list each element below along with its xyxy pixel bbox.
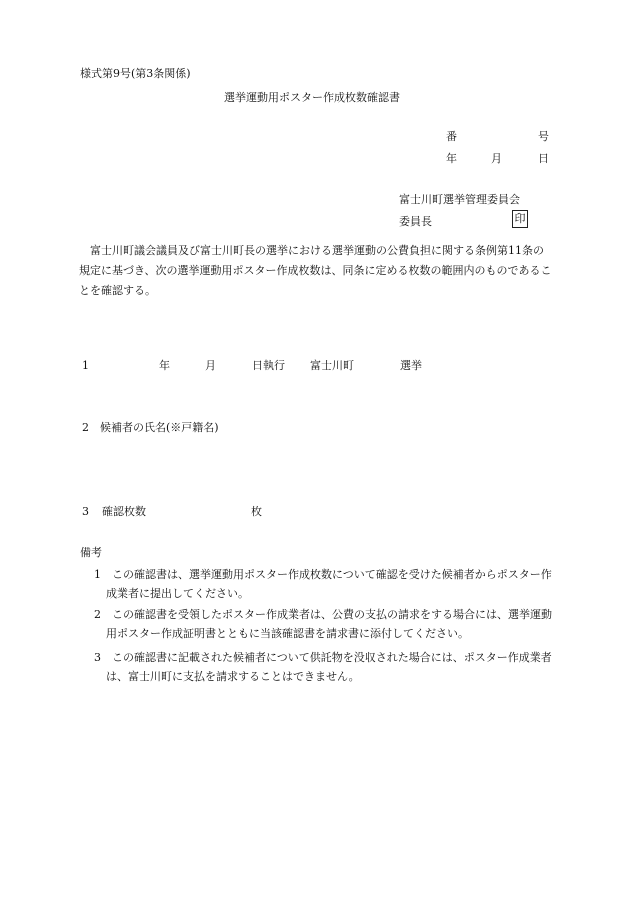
item1-election-label: 選挙 bbox=[400, 359, 422, 372]
date-month-label: 月 bbox=[491, 152, 502, 165]
issuer-title: 委員長 bbox=[399, 215, 432, 228]
form-number: 様式第9号(第3条関係) bbox=[80, 67, 191, 80]
issuer-organization: 富士川町選挙管理委員会 bbox=[399, 193, 520, 206]
item1-month-label: 月 bbox=[205, 359, 216, 372]
notes-heading: 備考 bbox=[80, 546, 102, 559]
note-item: 2 この確認書を受領したポスター作成業者は、公費の支払の請求をする場合には、選挙運動用ポスター作成証明書とともに当該確認書を請求書に添付してください。 bbox=[94, 608, 552, 640]
item3-number: 3 bbox=[82, 505, 89, 518]
item3-unit: 枚 bbox=[251, 505, 262, 518]
item2-candidate-name: 2 候補者の氏名(※戸籍名) bbox=[82, 421, 219, 434]
item1-year-label: 年 bbox=[159, 359, 170, 372]
item1-town: 富士川町 bbox=[310, 359, 354, 372]
body-paragraph: 富士川町議会議員及び富士川町長の選挙における選挙運動の公費負担に関する条例第11条の規定に基づき、次の選挙運動用ポスター作成枚数は、同条に定める枚数の範囲内のものであることを確認する。 bbox=[79, 244, 552, 297]
note-item: 1 この確認書は、選挙運動用ポスター作成枚数について確認を受けた候補者からポスター作成業者に提出してください。 bbox=[94, 568, 552, 600]
item3-confirmed-count-label: 確認枚数 bbox=[102, 505, 146, 518]
item1-number: 1 bbox=[82, 359, 89, 372]
date-day-label: 日 bbox=[538, 152, 549, 165]
number-label: 番 bbox=[446, 130, 457, 143]
note-item: 3 この確認書に記載された候補者について供託物を没収された場合には、ポスター作成業者は、富士川町に支払を請求することはできません。 bbox=[94, 651, 552, 683]
date-year-label: 年 bbox=[446, 152, 457, 165]
document-title: 選挙運動用ポスター作成枚数確認書 bbox=[224, 91, 400, 104]
item1-day-executed: 日執行 bbox=[252, 359, 285, 372]
number-suffix: 号 bbox=[538, 130, 549, 143]
seal-stamp: 印 bbox=[512, 210, 528, 228]
